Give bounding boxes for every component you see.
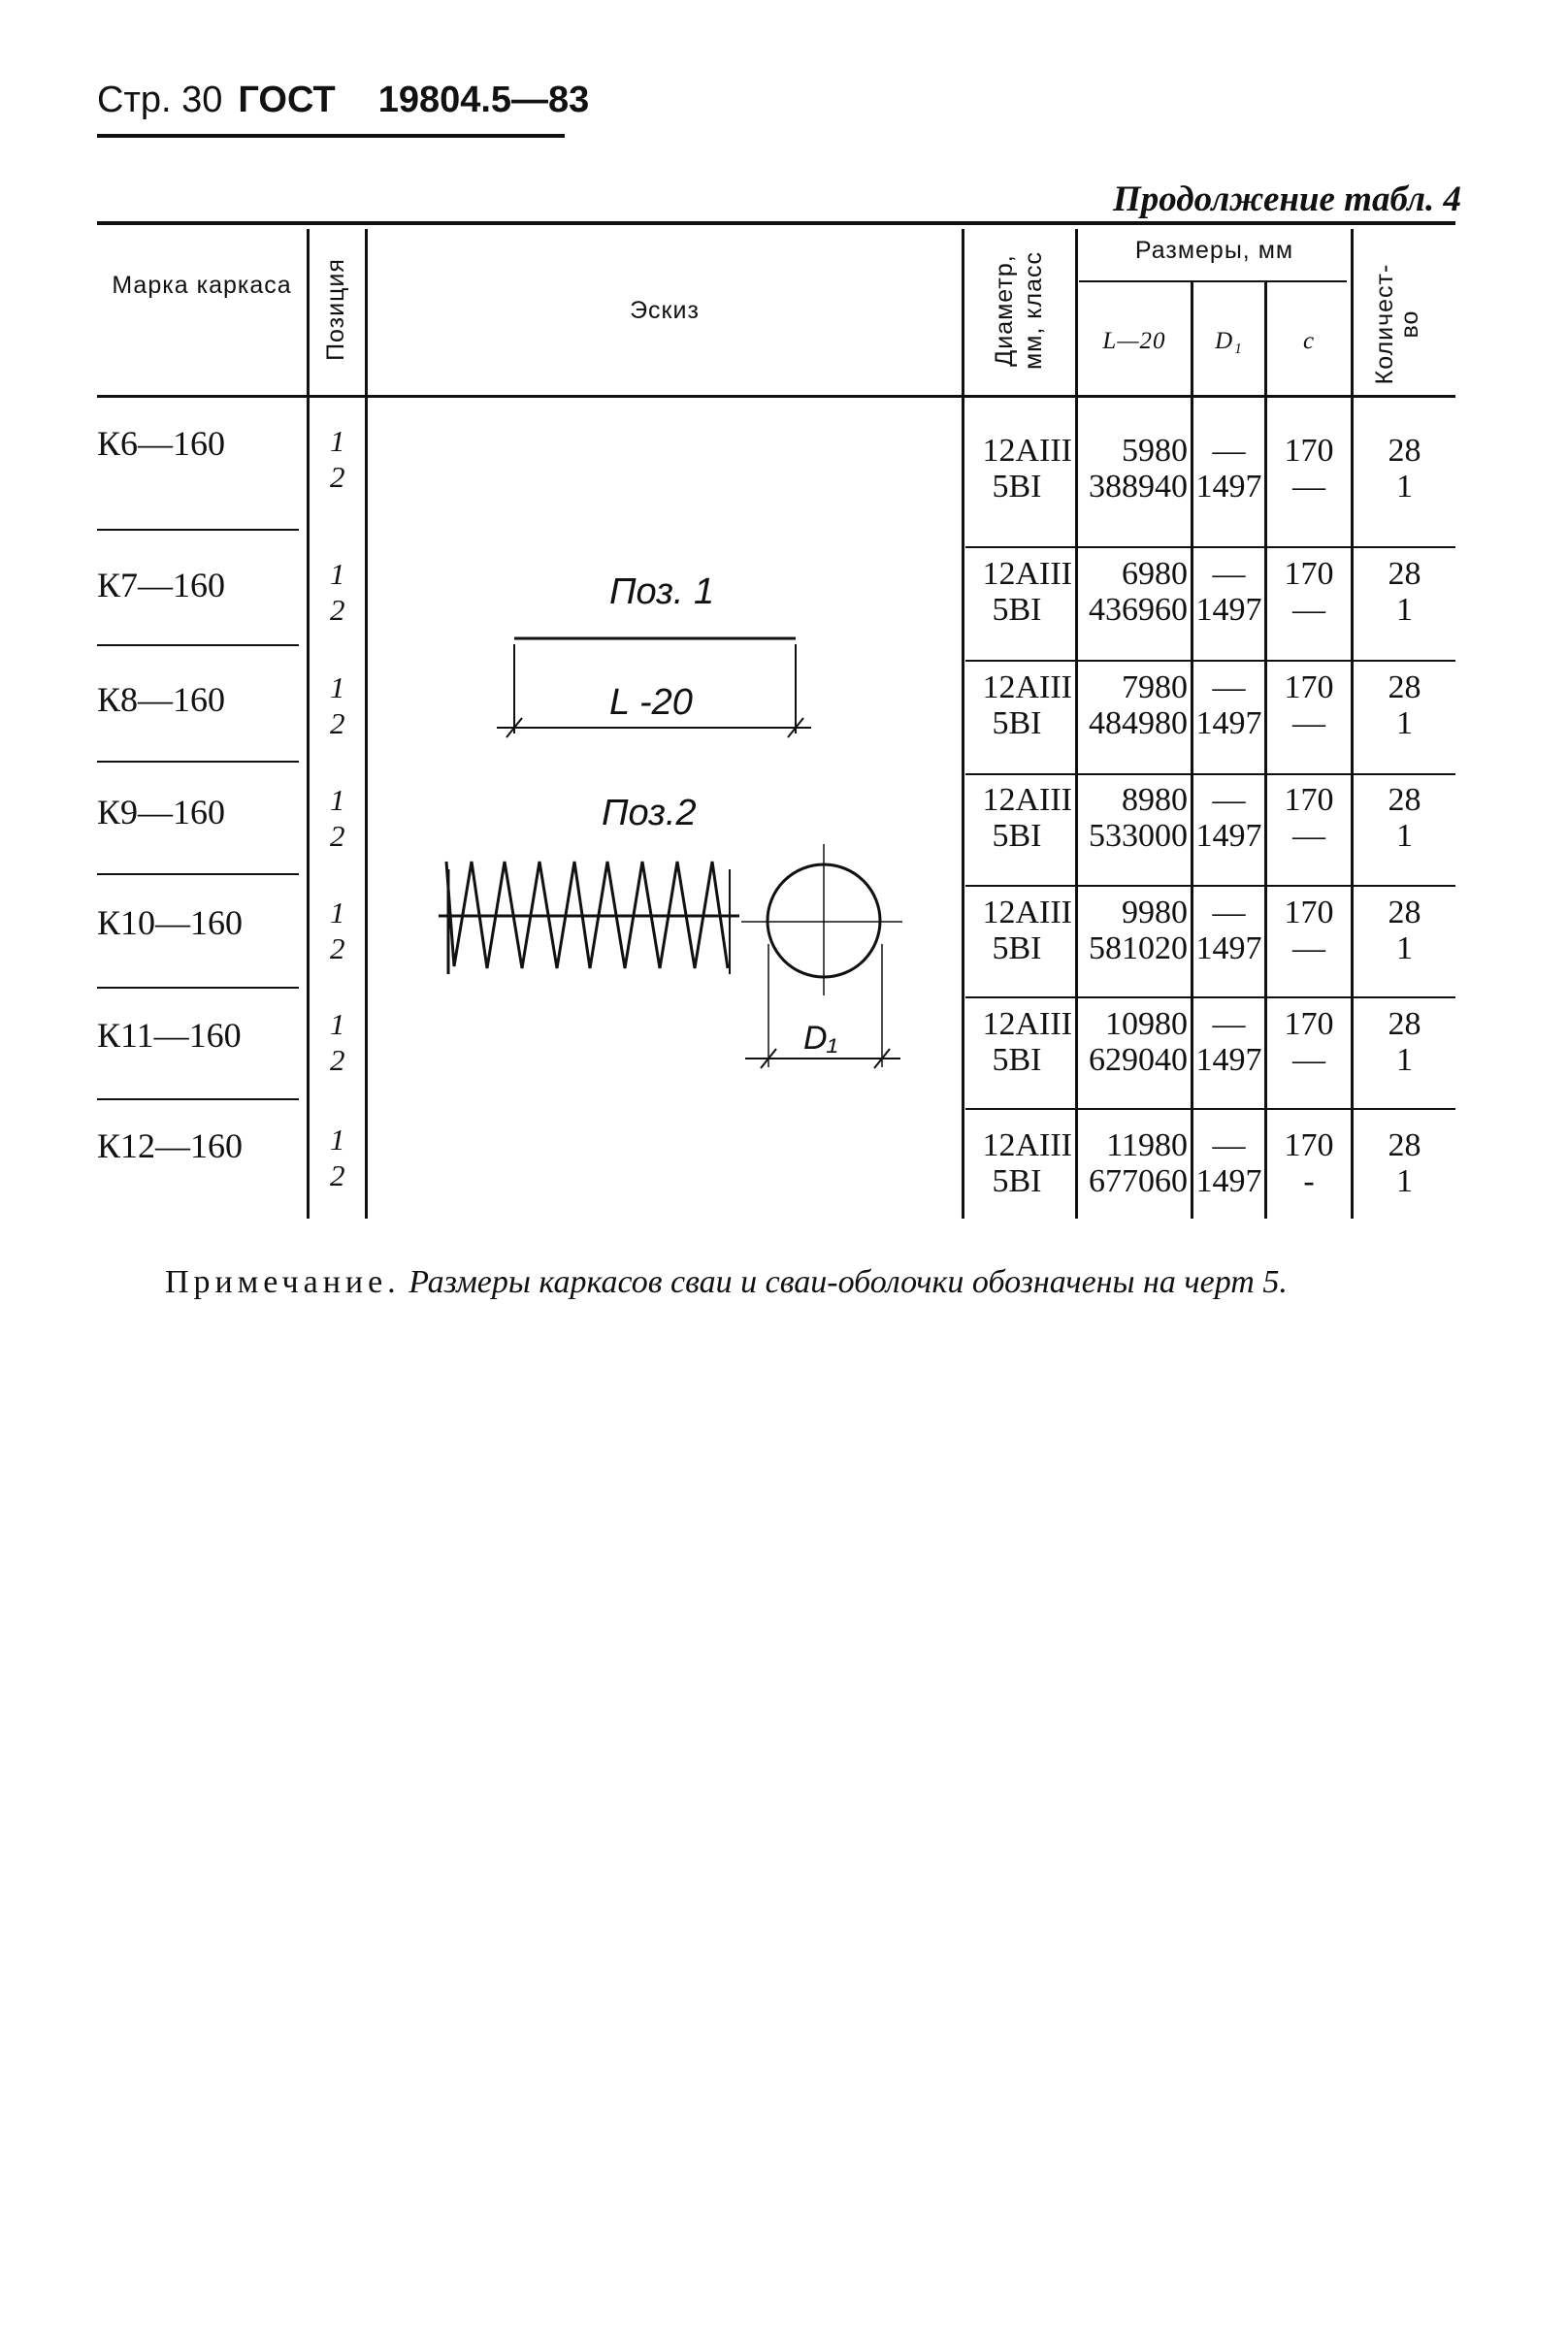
row-qty-2: 1	[1396, 930, 1413, 966]
row-diameter-2: 5ВI	[992, 930, 1042, 966]
header-diameter: Диаметр, мм, класс	[991, 251, 1047, 370]
row-mark: К12—160	[97, 1126, 244, 1165]
header-c: c	[1302, 328, 1316, 354]
header-d1: D₁	[1215, 328, 1243, 354]
row-diameter-1: 12АIII	[982, 433, 1072, 469]
row-qty-1: 28	[1388, 782, 1421, 818]
row-l20-2: 533000	[1089, 818, 1188, 854]
note-text: Размеры каркасов сваи и сваи-оболочки обозначены на черт 5.	[408, 1264, 1288, 1300]
row-c-2: —	[1292, 592, 1325, 628]
row-l20-1: 7980	[1122, 669, 1188, 705]
page-header	[97, 80, 589, 121]
row-position-2: 2	[330, 593, 345, 627]
row-position-2: 2	[330, 819, 345, 853]
row-qty-2: 1	[1396, 592, 1413, 628]
row-l20-2: 484980	[1089, 705, 1188, 741]
row-qty-2: 1	[1396, 1042, 1413, 1078]
row-position-1: 1	[330, 896, 345, 929]
row-d1-1: —	[1212, 669, 1246, 705]
row-position-2: 2	[330, 1158, 345, 1192]
row-diameter-1: 12АIII	[982, 782, 1072, 818]
row-l20-2: 629040	[1089, 1042, 1188, 1078]
row-l20-1: 6980	[1122, 556, 1188, 592]
row-c-2: —	[1292, 705, 1325, 741]
row-diameter-1: 12АIII	[982, 669, 1072, 705]
row-l20-1: 5980	[1122, 433, 1188, 469]
row-c-2: —	[1292, 818, 1325, 854]
row-l20-2: 581020	[1089, 930, 1188, 966]
row-position-1: 1	[330, 424, 345, 458]
row-diameter-1: 12АIII	[982, 1127, 1072, 1163]
row-qty-2: 1	[1396, 469, 1413, 505]
row-diameter-2: 5ВI	[992, 1163, 1042, 1199]
row-qty-2: 1	[1396, 1163, 1413, 1199]
row-l20-1: 8980	[1122, 782, 1188, 818]
row-l20-2: 677060	[1089, 1163, 1188, 1199]
row-position-2: 2	[330, 931, 345, 965]
table-continuation-title: Продолжение табл. 4	[1113, 179, 1461, 219]
row-diameter-2: 5ВI	[992, 705, 1042, 741]
row-position-2: 2	[330, 1043, 345, 1077]
row-c-1: 170	[1284, 1006, 1334, 1042]
row-mark: К8—160	[97, 680, 226, 719]
row-qty-1: 28	[1388, 669, 1421, 705]
row-diameter-1: 12АIII	[982, 556, 1072, 592]
row-d1-1: —	[1212, 433, 1246, 469]
row-d1-2: 1497	[1195, 818, 1262, 854]
row-position-1: 1	[330, 783, 345, 817]
row-mark: К7—160	[97, 566, 226, 604]
standard-label: ГОСТ	[238, 80, 336, 120]
row-position-2: 2	[330, 706, 345, 740]
row-qty-1: 28	[1388, 556, 1421, 592]
row-c-2: —	[1292, 469, 1325, 505]
row-qty-1: 28	[1388, 895, 1421, 930]
row-position-1: 1	[330, 557, 345, 591]
row-d1-2: 1497	[1195, 592, 1262, 628]
row-l20-1: 11980	[1106, 1127, 1188, 1163]
standard-number: 19804.5—83	[377, 80, 590, 120]
row-d1-2: 1497	[1195, 705, 1262, 741]
row-diameter-2: 5ВI	[992, 1042, 1042, 1078]
pos1-label: Поз. 1	[609, 571, 715, 612]
data-table	[97, 221, 1455, 1225]
row-mark: К9—160	[97, 793, 226, 831]
pos2-label: Поз.2	[602, 793, 697, 833]
row-d1-1: —	[1212, 782, 1246, 818]
row-diameter-1: 12АIII	[982, 1006, 1072, 1042]
page-number: Стр. 30	[97, 80, 223, 120]
header-sizes: Размеры, мм	[1134, 237, 1294, 264]
row-d1-1: —	[1212, 895, 1246, 930]
row-c-1: 170	[1284, 433, 1334, 469]
row-d1-1: —	[1212, 556, 1246, 592]
row-mark: К10—160	[97, 903, 244, 942]
note-label: Примечание.	[165, 1264, 401, 1300]
d1-dimension-label: D₁	[803, 1020, 838, 1057]
header-rule	[97, 134, 565, 138]
row-diameter-2: 5ВI	[992, 818, 1042, 854]
row-d1-2: 1497	[1195, 930, 1262, 966]
row-c-1: 170	[1284, 895, 1334, 930]
header-quantity: Количест-во	[1371, 263, 1423, 385]
row-c-1: 170	[1284, 782, 1334, 818]
row-position-1: 1	[330, 1007, 345, 1041]
row-c-1: 170	[1284, 556, 1334, 592]
row-diameter-2: 5ВI	[992, 469, 1042, 505]
table-note	[97, 1263, 1455, 1302]
row-position-2: 2	[330, 460, 345, 494]
row-position-1: 1	[330, 670, 345, 704]
row-qty-1: 28	[1388, 433, 1421, 469]
row-c-1: 170	[1284, 1127, 1334, 1163]
row-d1-1: —	[1212, 1127, 1246, 1163]
row-qty-2: 1	[1396, 705, 1413, 741]
row-diameter-2: 5ВI	[992, 592, 1042, 628]
row-diameter-1: 12АIII	[982, 895, 1072, 930]
row-qty-1: 28	[1388, 1006, 1421, 1042]
row-mark: К11—160	[97, 1016, 242, 1055]
row-mark: К6—160	[97, 424, 226, 463]
header-position: Позиция	[322, 258, 349, 361]
row-c-2: —	[1292, 930, 1325, 966]
header-l20: L—20	[1102, 328, 1166, 354]
row-d1-2: 1497	[1195, 1042, 1262, 1078]
row-position-1: 1	[330, 1123, 345, 1157]
row-l20-2: 388940	[1089, 469, 1188, 505]
row-l20-1: 10980	[1105, 1006, 1188, 1042]
row-qty-2: 1	[1396, 818, 1413, 854]
row-c-2: —	[1292, 1042, 1325, 1078]
reinforcement-sketch	[97, 221, 1455, 1225]
row-d1-2: 1497	[1195, 1163, 1262, 1199]
row-l20-2: 436960	[1089, 592, 1188, 628]
header-sketch: Эскиз	[630, 297, 700, 324]
l20-dimension-label: L -20	[609, 682, 693, 723]
row-c-1: 170	[1284, 669, 1334, 705]
header-mark: Марка каркаса	[112, 272, 292, 299]
row-d1-2: 1497	[1195, 469, 1262, 505]
row-d1-1: —	[1212, 1006, 1246, 1042]
row-l20-1: 9980	[1122, 895, 1188, 930]
row-c-2: -	[1303, 1163, 1315, 1199]
row-qty-1: 28	[1388, 1127, 1421, 1163]
